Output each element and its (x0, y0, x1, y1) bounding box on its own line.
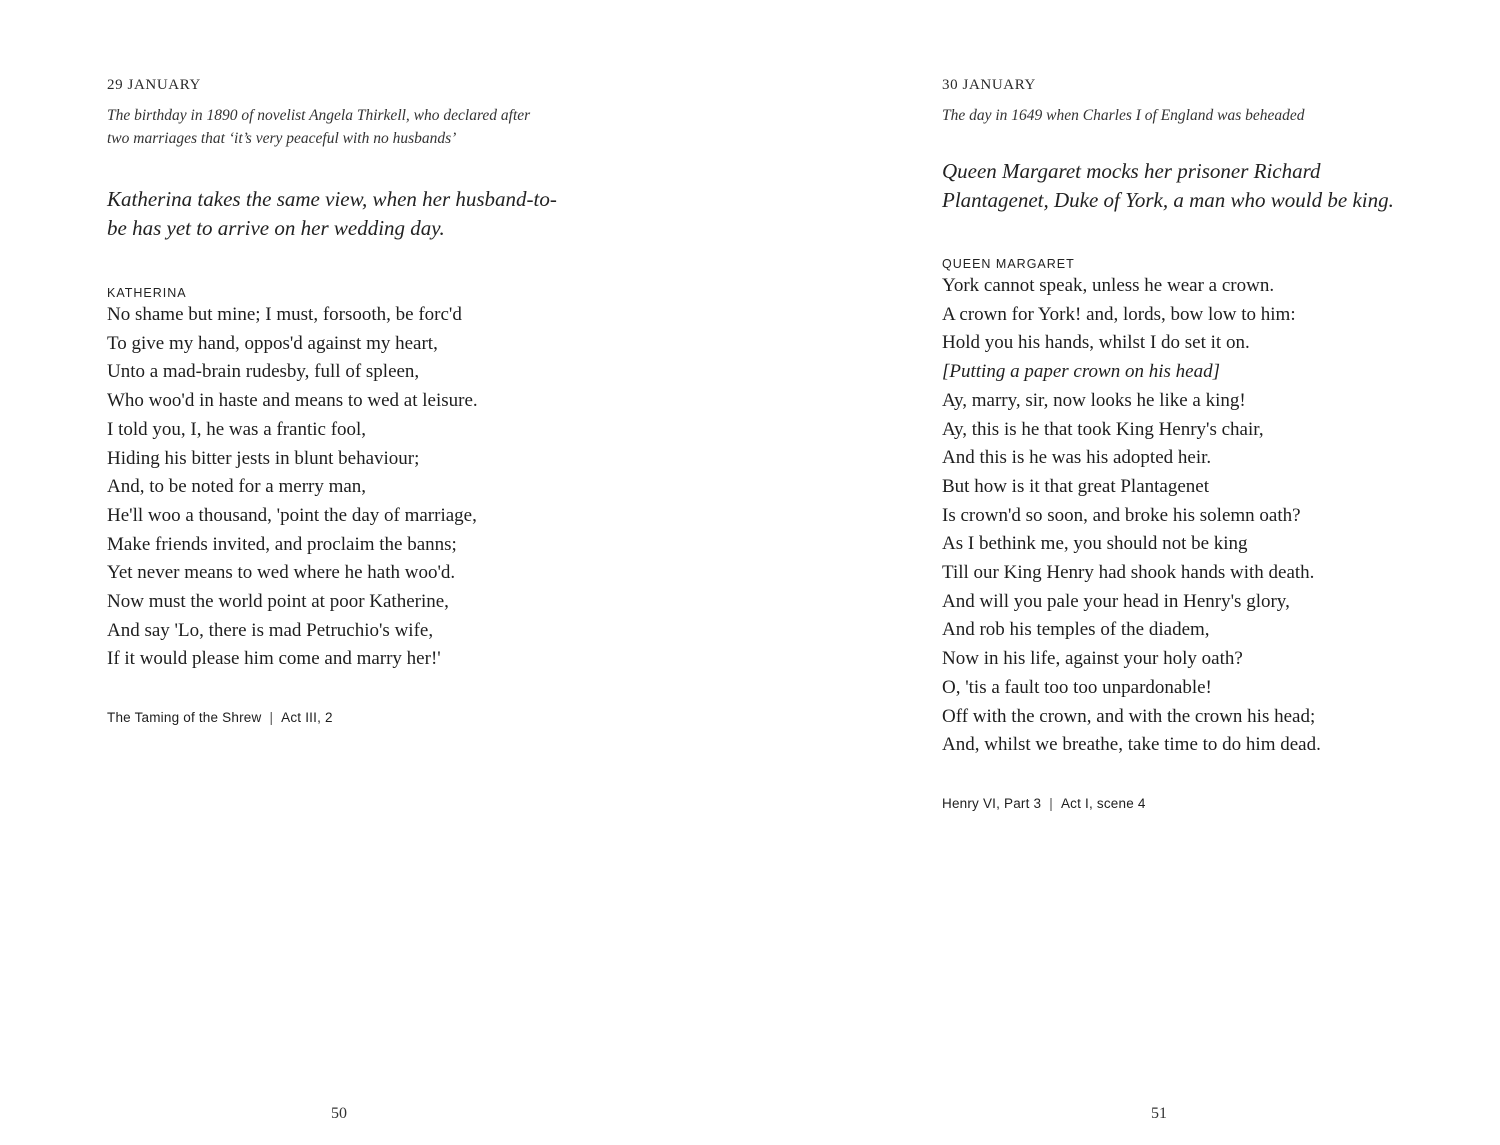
play-act: Act III, 2 (281, 710, 333, 725)
verse-line: Yet never means to wed where he hath woo'd. (107, 562, 456, 584)
verse-line: O, 'tis a fault too too unpardonable! (942, 676, 1212, 698)
verse-line: And rob his temples of the diadem, (942, 619, 1210, 641)
scene-intro-line: Plantagenet, Duke of York, a man who would be king. (942, 188, 1394, 212)
play-title: The Taming of the Shrew (107, 710, 262, 725)
date-note (107, 104, 530, 150)
scene-intro-line: Katherina takes the same view, when her husband-to- (107, 187, 557, 211)
verse-line: And say 'Lo, there is mad Petruchio's wife, (107, 619, 434, 641)
verse-line: And, whilst we breathe, take time to do him dead. (942, 734, 1321, 756)
play-title: Henry VI, Part 3 (942, 796, 1042, 811)
verse-line: Hold you his hands, whilst I do set it on. (942, 332, 1250, 354)
scene-intro (942, 157, 1394, 215)
verse-block (107, 301, 478, 674)
verse-line: He'll woo a thousand, 'point the day of marriage, (107, 504, 477, 526)
verse-block (942, 272, 1321, 760)
entry-date: 30 JANUARY (942, 77, 1036, 93)
date-note-line: The day in 1649 when Charles I of England was beheaded (942, 107, 1305, 124)
source-separator: | (1049, 796, 1053, 811)
speaker-name: QUEEN MARGARET (942, 257, 1075, 271)
page-number: 50 (331, 1105, 347, 1122)
verse-line: Who woo'd in haste and means to wed at leisure. (107, 390, 478, 412)
verse-line: Make friends invited, and proclaim the banns; (107, 533, 457, 555)
right-page (942, 0, 1462, 1145)
verse-line: Ay, this is he that took King Henry's chair, (942, 418, 1264, 440)
verse-line: To give my hand, oppos'd against my heart, (107, 332, 438, 354)
page-number: 51 (1151, 1105, 1167, 1122)
source-separator: | (269, 710, 274, 725)
verse-line: But how is it that great Plantagenet (942, 475, 1210, 497)
verse-line: Hiding his bitter jests in blunt behaviour; (107, 447, 420, 469)
play-source (107, 710, 333, 725)
date-note-line: two marriages that ‘it’s very peaceful with no husbands’ (107, 130, 457, 147)
verse-line: Now must the world point at poor Katherine, (107, 591, 449, 613)
verse-line: Is crown'd so soon, and broke his solemn oath? (942, 504, 1301, 526)
date-note-line: The birthday in 1890 of novelist Angela Thirkell, who declared after (107, 107, 531, 124)
verse-line: York cannot speak, unless he wear a crown. (942, 275, 1275, 296)
verse-line: As I bethink me, you should not be king (942, 533, 1248, 555)
verse-line: And, to be noted for a merry man, (107, 476, 367, 498)
verse-line: Now in his life, against your holy oath? (942, 648, 1243, 670)
verse-line: Till our King Henry had shook hands with death. (942, 562, 1315, 584)
verse-line: No shame but mine; I must, forsooth, be forc'd (107, 304, 462, 325)
verse-line: I told you, I, he was a frantic fool, (107, 418, 367, 440)
scene-intro-line: Queen Margaret mocks her prisoner Richard (942, 159, 1321, 183)
verse-line: If it would please him come and marry her!' (107, 648, 441, 670)
verse-line: And will you pale your head in Henry's glory, (942, 590, 1290, 612)
verse-line: Unto a mad-brain rudesby, full of spleen, (107, 361, 420, 383)
scene-intro-line: be has yet to arrive on her wedding day. (107, 216, 445, 240)
verse-line: Off with the crown, and with the crown his head; (942, 705, 1316, 727)
speaker-name: KATHERINA (107, 286, 187, 300)
entry-date: 29 JANUARY (107, 77, 201, 93)
verse-line: Ay, marry, sir, now looks he like a king! (942, 389, 1246, 411)
left-page (107, 0, 627, 1145)
verse-line: And this is he was his adopted heir. (942, 447, 1212, 469)
play-source (942, 796, 1146, 811)
date-note (942, 104, 1305, 127)
play-act: Act I, scene 4 (1060, 796, 1146, 811)
scene-intro (107, 185, 557, 243)
verse-line: A crown for York! and, lords, bow low to him: (942, 303, 1296, 325)
stage-direction: [Putting a paper crown on his head] (942, 361, 1220, 383)
